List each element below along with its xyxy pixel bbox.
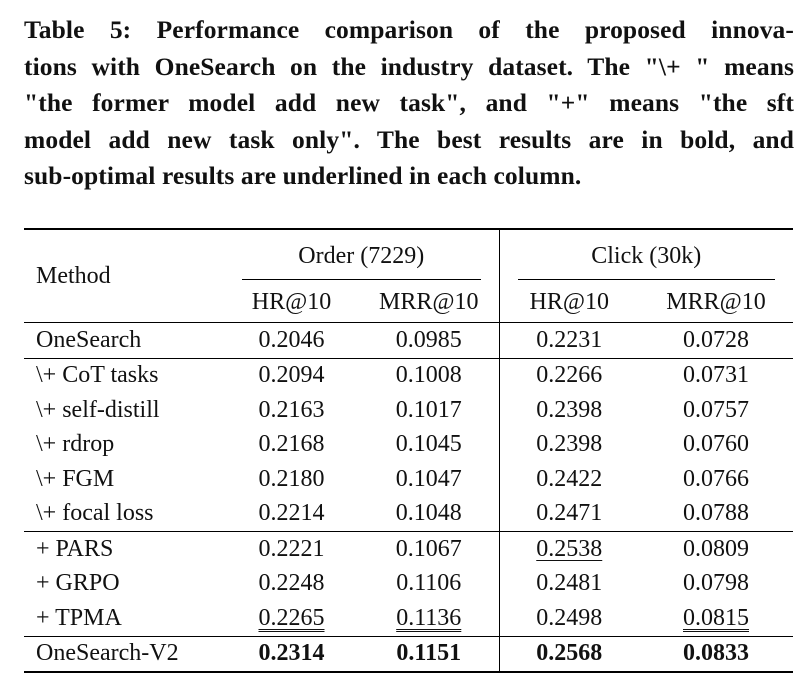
value-text: 0.1048 [395, 500, 462, 527]
value-cell [639, 636, 793, 672]
caption-line: model add new task only". The best results are in bold, and [24, 124, 794, 154]
value-text: 0.0788 [683, 500, 749, 527]
value-cell [499, 358, 639, 393]
metric-header-click-hr: HR@10 [499, 282, 639, 323]
value-cell [359, 601, 499, 636]
value-cell [224, 497, 359, 532]
value-cell [224, 428, 359, 463]
value-cell [499, 393, 639, 428]
value-cell [499, 636, 639, 672]
group-header-click-label: Click (30k) [591, 242, 702, 269]
value-text: 0.2231 [536, 326, 603, 353]
table-row [24, 497, 793, 532]
value-cell [499, 532, 639, 567]
group-header-click [499, 229, 793, 282]
value-cell [639, 358, 793, 393]
table-row [24, 601, 793, 636]
value-text: 0.2168 [258, 431, 325, 458]
value-text: 0.2180 [258, 465, 325, 492]
value-cell [499, 462, 639, 497]
value-text: 0.0985 [395, 326, 462, 353]
value-cell [639, 393, 793, 428]
value-text: 0.0760 [683, 431, 749, 458]
table-body [24, 323, 793, 673]
method-column-header: Method [36, 262, 111, 289]
value-text: 0.1017 [395, 396, 462, 423]
value-cell [359, 636, 499, 672]
value-cell [224, 393, 359, 428]
value-text: 0.2214 [258, 500, 325, 527]
value-text: 0.2046 [258, 326, 325, 353]
value-text: 0.0728 [683, 326, 749, 353]
caption-line: sub-optimal results are underlined in each column. [24, 161, 582, 190]
value-text: 0.0798 [683, 570, 749, 597]
table-row [24, 393, 793, 428]
method-cell: OneSearch-V2 [24, 636, 224, 672]
method-cell: \+ CoT tasks [24, 358, 224, 393]
value-text: 0.2498 [536, 604, 603, 631]
value-cell [359, 462, 499, 497]
method-cell: + GRPO [36, 570, 120, 597]
value-text: 0.2481 [536, 570, 603, 597]
value-text: 0.2568 [536, 640, 603, 667]
group-header-order-label: Order (7229) [298, 242, 425, 269]
value-cell [359, 567, 499, 602]
group-header-order [224, 229, 499, 282]
value-cell [639, 323, 793, 359]
metric-header-click-mrr: MRR@10 [666, 288, 766, 315]
value-cell [224, 532, 359, 567]
method-cell: OneSearch [24, 323, 224, 359]
value-cell [224, 462, 359, 497]
caption-line: tions with OneSearch on the industry dataset. The "\+ " means [24, 51, 794, 81]
value-text: 0.2398 [536, 396, 603, 423]
value-text: 0.2094 [258, 362, 325, 389]
value-cell [359, 393, 499, 428]
value-text: 0.2265 [258, 604, 325, 631]
value-cell [499, 567, 639, 602]
value-text: 0.2471 [536, 500, 603, 527]
method-cell: + PARS [24, 532, 224, 567]
value-cell [224, 358, 359, 393]
value-cell [639, 428, 793, 463]
value-text: 0.2248 [258, 570, 325, 597]
value-cell [359, 428, 499, 463]
value-text: 0.2221 [258, 535, 325, 562]
table-caption [24, 12, 794, 195]
table-row [24, 636, 793, 672]
value-text: 0.1008 [395, 362, 462, 389]
table-row [24, 428, 793, 463]
value-text: 0.1136 [396, 604, 462, 631]
method-cell: \+ self-distill [36, 396, 160, 423]
value-text: 0.0809 [683, 535, 749, 562]
value-cell [359, 497, 499, 532]
group-underline [242, 279, 481, 280]
value-text: 0.0815 [683, 604, 749, 631]
table-row [24, 462, 793, 497]
value-cell [639, 601, 793, 636]
table-row [24, 358, 793, 393]
table-row [24, 567, 793, 602]
value-text: 0.2314 [258, 640, 325, 667]
value-cell [499, 323, 639, 359]
value-text: 0.1067 [395, 535, 462, 562]
value-text: 0.1151 [396, 640, 462, 667]
metric-header-order-mrr: MRR@10 [379, 288, 479, 315]
method-cell: \+ FGM [36, 465, 115, 492]
group-underline [518, 279, 776, 280]
value-cell [499, 601, 639, 636]
method-cell: \+ rdrop [36, 431, 115, 458]
value-text: 0.2398 [536, 431, 603, 458]
value-cell [359, 323, 499, 359]
value-text: 0.2422 [536, 465, 603, 492]
value-cell [224, 636, 359, 672]
value-text: 0.1106 [396, 570, 462, 597]
value-cell [639, 462, 793, 497]
value-text: 0.0757 [683, 396, 749, 423]
method-cell: + TPMA [36, 604, 122, 631]
value-cell [499, 497, 639, 532]
value-text: 0.1045 [395, 431, 462, 458]
value-cell [224, 601, 359, 636]
table-row [24, 323, 793, 359]
value-text: 0.1047 [395, 465, 462, 492]
value-cell [359, 358, 499, 393]
value-text: 0.0766 [683, 465, 749, 492]
method-cell: \+ focal loss [36, 500, 154, 527]
value-cell [499, 428, 639, 463]
value-text: 0.0833 [683, 640, 749, 667]
caption-line: "the former model add new task", and "+" means "the sft [24, 88, 794, 117]
value-text: 0.0731 [683, 362, 749, 389]
value-cell [639, 532, 793, 567]
caption-line: Table 5: Performance comparison of the proposed innova- [24, 15, 794, 44]
value-text: 0.2163 [258, 396, 325, 423]
metric-header-order-hr: HR@10 [251, 288, 332, 315]
table-row [24, 532, 793, 567]
value-cell [224, 323, 359, 359]
value-cell [639, 567, 793, 602]
value-cell [359, 532, 499, 567]
results-table [24, 228, 793, 673]
value-text: 0.2538 [536, 535, 603, 562]
value-text: 0.2266 [536, 362, 603, 389]
value-cell [639, 497, 793, 532]
value-cell [224, 567, 359, 602]
